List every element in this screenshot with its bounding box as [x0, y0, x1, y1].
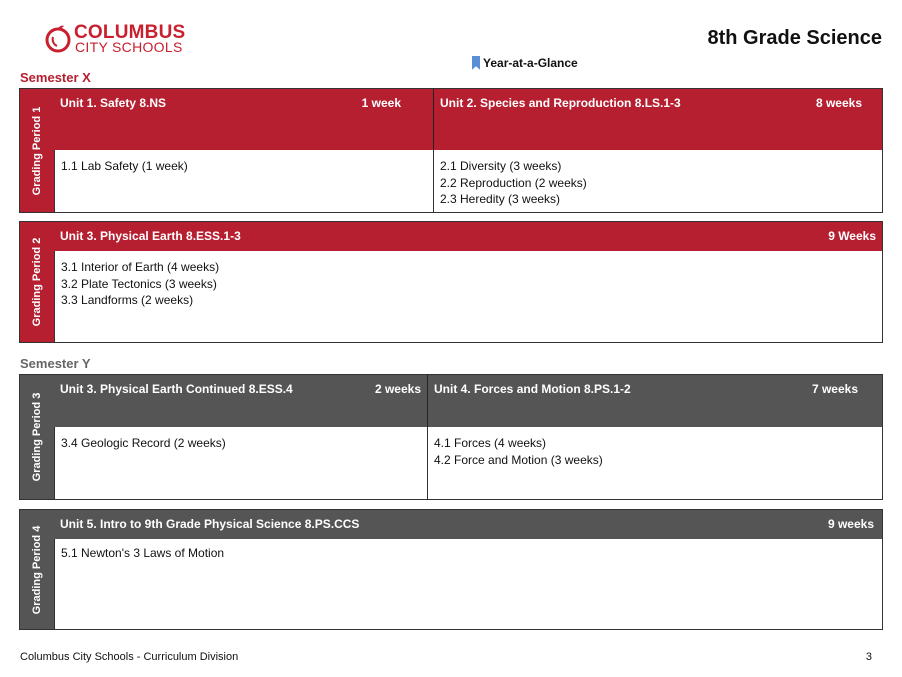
unit-4-topics [427, 427, 882, 499]
grading-period-1-sidebar [20, 89, 54, 212]
unit-1-topics [54, 150, 433, 212]
unit-5-header [54, 510, 882, 539]
unit-2-weeks: 8 weeks [815, 96, 862, 110]
unit-5-weeks: 9 weeks [827, 517, 874, 531]
list-item: 3.4 Geologic Record (2 weeks) [61, 436, 226, 450]
unit-3-continued-weeks: 2 weeks [374, 382, 421, 396]
list-item: 2.3 Heredity (3 weeks) [440, 192, 561, 206]
grading-period-2-label: Grading Period 2 [31, 237, 43, 327]
unit-1-header [54, 89, 433, 150]
logo-line2: CITY SCHOOLS [75, 39, 183, 55]
list-item: 4.2 Force and Motion (3 weeks) [434, 452, 603, 467]
unit-4-title: Unit 4. Forces and Motion 8.PS.1-2 [434, 382, 631, 396]
columbus-city-schools-logo [44, 22, 194, 56]
grading-period-3-label: Grading Period 3 [31, 392, 43, 482]
unit-3-header [54, 222, 882, 251]
list-item: 3.1 Interior of Earth (4 weeks) [61, 260, 220, 274]
list-item: 5.1 Newton's 3 Laws of Motion [61, 546, 225, 560]
unit-3-continued-header [54, 375, 427, 427]
grading-period-1-block [19, 88, 883, 213]
list-item: 3.2 Plate Tectonics (3 weeks) [61, 276, 217, 291]
list-item: 2.2 Reproduction (2 weeks) [440, 175, 587, 190]
grading-period-1-label: Grading Period 1 [31, 106, 43, 195]
unit-3-weeks: 9 Weeks [828, 229, 876, 243]
unit-3-topics [54, 251, 882, 342]
unit-4-header [427, 375, 882, 427]
unit-2-header [433, 89, 882, 150]
footer-text: Columbus City Schools - Curriculum Division [20, 651, 239, 663]
page-title: 8th Grade Science [707, 27, 882, 49]
unit-2-topics [433, 150, 882, 212]
logo-line1: COLUMBUS [74, 22, 186, 43]
grading-period-3-sidebar [20, 375, 54, 499]
year-at-a-glance-heading [472, 54, 578, 70]
semester-x-label: Semester X [20, 70, 91, 85]
grading-period-4-block [19, 509, 883, 630]
apple-logo-icon [44, 25, 72, 53]
unit-2-title: Unit 2. Species and Reproduction 8.LS.1-3 [440, 96, 681, 110]
unit-1-title: Unit 1. Safety 8.NS [60, 96, 167, 110]
unit-4-weeks: 7 weeks [811, 382, 858, 396]
semester-y-label: Semester Y [20, 356, 91, 371]
list-item: 3.3 Landforms (2 weeks) [61, 293, 194, 307]
list-item: 4.1 Forces (4 weeks) [434, 436, 547, 450]
unit-3-continued-title: Unit 3. Physical Earth Continued 8.ESS.4 [60, 382, 293, 396]
list-item: 1.1 Lab Safety (1 week) [61, 159, 188, 173]
grading-period-2-block [19, 221, 883, 343]
unit-3-continued-topics [54, 427, 427, 499]
unit-3-title: Unit 3. Physical Earth 8.ESS.1-3 [60, 229, 241, 243]
grading-period-2-sidebar [20, 222, 54, 342]
list-item: 2.1 Diversity (3 weeks) [440, 159, 562, 173]
grading-period-4-label: Grading Period 4 [31, 525, 43, 614]
unit-5-topics [54, 539, 882, 629]
unit-5-title: Unit 5. Intro to 9th Grade Physical Science 8.PS.CCS [60, 517, 360, 531]
page-number: 3 [865, 651, 872, 663]
subtitle-text: Year-at-a-Glance [483, 55, 578, 70]
grading-period-3-block [19, 374, 883, 500]
bookmark-icon [472, 56, 480, 70]
unit-1-weeks: 1 week [361, 96, 401, 110]
grading-period-4-sidebar [20, 510, 54, 629]
